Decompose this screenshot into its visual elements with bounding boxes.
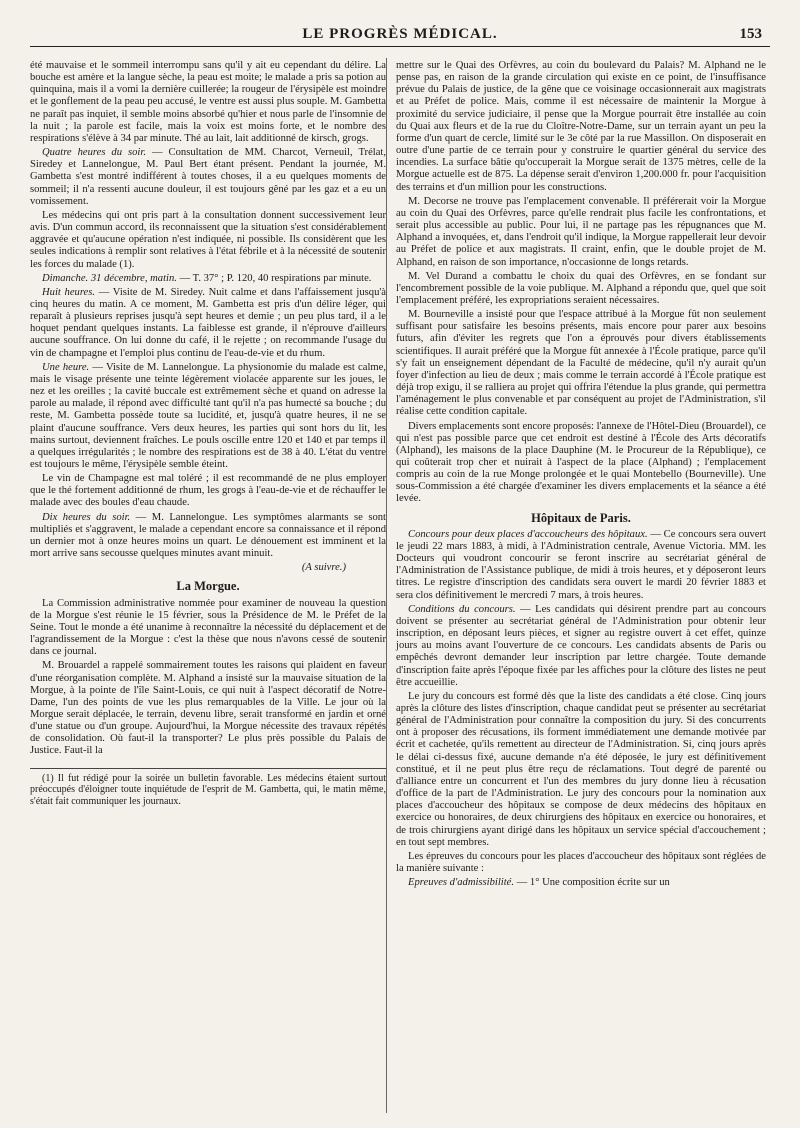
subsection-lead: Epreuves d'admissibilité. xyxy=(408,877,515,889)
paragraph: M. Decorse ne trouve pas l'emplacement convenable. Il préférerait voir la Morgue au coin du Quai des Orfèvres, parce qu'elle rendrait plus facile les confrontations, et serait plus accessible au public. Pour lui, il ne partage pas les répugnances que M. Alphand a invoquées, et, dans l'endroit qu'il indique, la Morgue rappellerait leur devoir au Préfet de police et aux magistrats. Il craint, enfin, que le double projet de M. Alphand, en raison de son importance, n'occasionne de longs retards. xyxy=(396,195,766,268)
subsection-lead: Conditions du concours. xyxy=(408,603,516,615)
paragraph-text: — Visite de M. Lannelongue. La physionomie du malade est calme, mais le visage présente une teinte légèrement violacée apparente sur les joues, le nez et les oreilles ; la cavité buccale est extrêmement sèche et quand on adresse la parole au malade, il répond avec difficulté tant qu'il n'a pas humecté sa bouche ; du reste, M. Gambetta possède toute sa lucidité, et, jusqu'à quatre heures, il ne se plaint d'aucune souffrance. Vers deux heures, les parties qui sont hors du lit, les mains surtout, deviennent fraîches. Le pouls oscille entre 120 et 140 et par temps il a quelques irrégularités ; le nombre des respirations est de 38 à 40. L'état du ventre est toujours le même, l'érysipèle semble éteint. xyxy=(30,361,386,470)
paragraph: M. Vel Durand a combattu le choix du quai des Orfèvres, en se fondant sur l'encombrement possible de la voie publique. M. Alphand a répondu que, quel que soit l'emplacement préféré, les expropriations seraient nécessaires. xyxy=(396,270,766,306)
paragraph-text: — Consultation de MM. Charcot, Verneuil, Trélat, Siredey et Lannelongue, M. Paul Bert étant présent. Pendant la journée, M. Gambetta s'est montré indifférent à toutes choses, il a eu quelques moments de sommeil; il n'a ressenti aucune douleur, il est toujours gêné par les gaz et a eu un vomissement. xyxy=(30,147,387,207)
paragraph-text: — Les candidats qui désirent prendre part au concours doivent se présenter au secrétariat général de l'Administration pour obtenir leur inscription, en déposant leurs pièces, et signer au registre ouvert à cet effet, quinze jours au moins avant l'ouverture de ce concours. Les candidats absents de Paris ou empêchés devront demander leur inscription par lettre chargée. Toute demande d'inscription faite après l'époque fixée par les affiches pour la clôture des listes ne peut être accueillie. xyxy=(396,603,766,688)
paragraph: Les épreuves du concours pour les places d'accoucheur des hôpitaux sont réglées de la manière suivante : xyxy=(396,850,766,874)
paragraph xyxy=(396,604,766,689)
paragraph-text: — T. 37° ; P. 120, 40 respirations par minute. xyxy=(176,272,372,284)
footnote-rule xyxy=(30,768,386,769)
paragraph-text: — 1° Une composition écrite sur un xyxy=(514,877,670,889)
paragraph: mettre sur le Quai des Orfèvres, au coin du boulevard du Palais? M. Alphand ne le pense pas, en raison de la grande circulation qui existe en ce point, de l'insuffisance prévue du Palais de justice, de la gêne que ce voisinage occasionnerait aux magistrats et au Préfet de police. Mais, comme il est nécessaire de maintenir la Morgue à proximité du service judiciaire, il pense que la Morgue pourrait être installée au coin du Quai aux fleurs et de la rue du Cloître-Notre-Dame, sur un terrain ayant un peu la forme d'un quart de cercle, limité sur le 3e côté par la rue Massillon. On disposerait en outre d'une partie de ce terrain pour y construire le quartier général du service des incendies. La surface bâtie qu'occuperait la Morgue serait de 1375 mètres, celle de la Morgue actuelle est de 875. La dépense serait d'environ 1,200.000 fr. pour l'acquisition des terrains et d'un million pour les constructions. xyxy=(396,60,766,193)
section-heading-morgue: La Morgue. xyxy=(176,579,240,594)
paragraph: Les médecins qui ont pris part à la consultation donnent successivement leur avis. D'un commun accord, ils reconnaissent que la situation s'est considérablement aggravée et qu'aucune opération n'est indiquée, ni possible. Ils considèrent que les seules indications à remplir sont relatives à l'état fébrile et à la nécessité de soutenir les forces du malade (1). xyxy=(30,209,386,270)
time-heading: Dix heures du soir. xyxy=(42,511,131,523)
to-be-continued: (A suivre.) xyxy=(301,562,346,574)
paragraph: Le jury du concours est formé dès que la liste des candidats a été close. Cinq jours après la clôture des listes d'inscription, chaque candidat peut se présenter au secrétariat général de l'Administration pour connaître la composition du jury. Si des concurrents ont à proposer des récusations, ils forment immédiatement une demande motivée par écrit et cachetée, qu'ils remettent au directeur de l'Administration. Si, cinq jours après le délai ci-dessus fixé, aucune demande n'a été déposée, le jury est définitivement constitué, et il ne peut plus être reçu de réclamations. Tout degré de parenté ou d'alliance entre un concurrent et l'un des membres du jury donne lieu à récusation d'office de la part de l'Administration. Le jury des concours pour la nomination aux places d'accoucheur des hôpitaux se compose de deux médecins des hôpitaux en exercice ou honoraires, de deux chirurgiens des hôpitaux en exercice ou honoraires, et de trois chirurgiens ayant dirigé dans les hôpitaux un service spécial d'accouchement ; en tout sept membres. xyxy=(396,690,766,848)
section-heading-hopitaux: Hôpitaux de Paris. xyxy=(531,510,631,525)
paragraph xyxy=(30,273,386,285)
paragraph-text: — Ce concours sera ouvert le jeudi 22 mars 1883, à midi, à l'Administration centrale, Avenue Victoria. MM. les Docteurs qui voudront concourir se feront inscrire au secrétariat général de l'Administration de l'Assistance publique, de midi à trois heures, et y déposeront leurs titres. Le registre d'inscription des candidats sera ouvert le mardi 20 février 1883 et sera clos définitivement le mercredi 7 mars, à trois heures. xyxy=(396,528,766,601)
paragraph xyxy=(396,529,766,602)
column-divider xyxy=(386,58,387,1113)
footnote: (1) Il fut rédigé pour la soirée un bulletin favorable. Les médecins étaient surtout préoccupés d'éloigner toute inquiétude de l'esprit de M. Gambetta, qui, le matin même, s'était fait communiquer les journaux. xyxy=(30,772,386,807)
journal-title: LE PROGRÈS MÉDICAL. xyxy=(302,26,498,42)
paragraph: été mauvaise et le sommeil interrompu sans qu'il y ait eu cependant du délire. La bouche est amère et la langue sèche, la peau est moite; le malade a pris sa potion au quinquina, mais il a vomi la dernière cuillerée; la rougeur de l'érysipèle est moindre et le gonflement de la peau peu accusé, le ventre est aussi plus souple. M. Gambetta ne paraît pas inquiet, il semble moins absorbé qu'hier et nous parle de l'insomnie de la nuit ; la parole est facile, mais la voix est moins forte, et le nombre des respirations s'élève à 34 par minute. Thé au lait, lait additionné de kirsch, grogs. xyxy=(30,60,386,144)
paragraph xyxy=(30,287,386,360)
paragraph xyxy=(30,362,386,471)
time-heading: Une heure. xyxy=(42,361,90,373)
time-heading: Quatre heures du soir. xyxy=(42,147,146,159)
page-number: 153 xyxy=(739,26,762,42)
subsection-lead: Concours pour deux places d'accoucheurs des hôpitaux. xyxy=(408,528,648,540)
paragraph xyxy=(30,512,386,561)
right-column xyxy=(396,60,766,891)
page-header xyxy=(30,26,770,47)
paragraph: M. Brouardel a rappelé sommairement toutes les raisons qui plaident en faveur d'une réorganisation complète. M. Alphand a insisté sur la mauvaise situation de la Morgue, à la pointe de l'île Saint-Louis, ce qui nuit à l'aspect décoratif de Notre-Dame, l'un des points de vue les plus remarquables de la Ville. Le jour où la Morgue serait déplacée, le terrain, devenu libre, serait transformé en jardin et orné d'une statue ou d'un groupe. Aujourd'hui, la Morgue nécessite des travaux répétés de consolidation. Où faut-il la transporter? Le plus près possible du Palais de Justice. Faut-il la xyxy=(30,660,386,757)
paragraph-text: — M. Lannelongue. Les symptômes alarmants se sont multipliés et s'aggravent, le malade a cependant encore sa connaissance et il répond un dernier mot à onze heures moins un quart. Le dénouement est imminent et la mort arrive sans secousse quelques minutes avant minuit. xyxy=(30,511,386,560)
paragraph: M. Bourneville a insisté pour que l'espace attribué à la Morgue fût non seulement suffisant pour satisfaire les besoins présents, mais encore pour parer aux besoins futurs, afin d'éviter les regrets que l'on a éprouvés pour divers établissements scientifiques. Il aurait préféré que la Morgue fût annexée à l'École pratique, parce qu'il s'y fait un enseignement dépendant de la Faculté de médecine, qu'il n'y aurait qu'un foyer d'infection au lieu de deux ; mais comme le terrain accordé à l'École pratique est déjà trop exigu, il se ralliera au projet qui offrira l'étendue la plus grande, qui permettra l'aménagement le plus convenable et par conséquent au projet de l'Administration, s'il réalise cette condition capitale. xyxy=(396,309,766,418)
time-heading: Dimanche. 31 décembre, matin. xyxy=(42,272,177,284)
paragraph: Le vin de Champagne est mal toléré ; il est recommandé de ne plus employer que le thé fortement additionné de rhum, les grogs à l'eau-de-vie et de réchauffer le malade avec des boules d'eau chaude. xyxy=(30,473,386,509)
paragraph: La Commission administrative nommée pour examiner de nouveau la question de la Morgue s'est réunie le 15 février, sous la Présidence de M. le Préfet de la Seine. Tout le monde a été unanime à reconnaître la nécessité du déplacement et de l'agrandissement de la Morgue : c'est la thèse que nous n'avons cessé de soutenir dans ce journal. xyxy=(30,597,386,658)
paragraph-text: — Visite de M. Siredey. Nuit calme et dans l'affaissement jusqu'à cinq heures du matin. A ce moment, M. Gambetta est pris d'un délire léger, qui reparaît à plusieurs reprises jusqu'à sept heures et demie ; un peu plus tard, il a le hoquet pendant quelques instants. La faiblesse est grande, il n'éprouve d'ailleurs aucune souffrance. On lui donne du café, il le rejette ; on recommande l'usage du vin de champagne et l'emploi plus continu de l'eau-de-vie et du rhum. xyxy=(30,286,386,359)
paragraph xyxy=(30,147,386,208)
left-column xyxy=(30,60,386,809)
time-heading: Huit heures. xyxy=(42,286,96,298)
paragraph xyxy=(396,877,766,889)
paragraph: Divers emplacements sont encore proposés: l'annexe de l'Hôtel-Dieu (Brouardel), ce qui n'est pas possible parce que cet endroit est destiné à l'École des Arts décoratifs (Alphand), les maisons de la place Dauphine (M. le Procureur de la République), ce qui coûterait trop cher et nuirait à l'aspect de la place (Alphand) ; l'emplacement compris au coin de la rue Monge prolongée et le quai Montebello (Bourneville). Une sous-Commission a été chargée d'examiner les divers emplacements et la séance a été levée. xyxy=(396,420,766,505)
